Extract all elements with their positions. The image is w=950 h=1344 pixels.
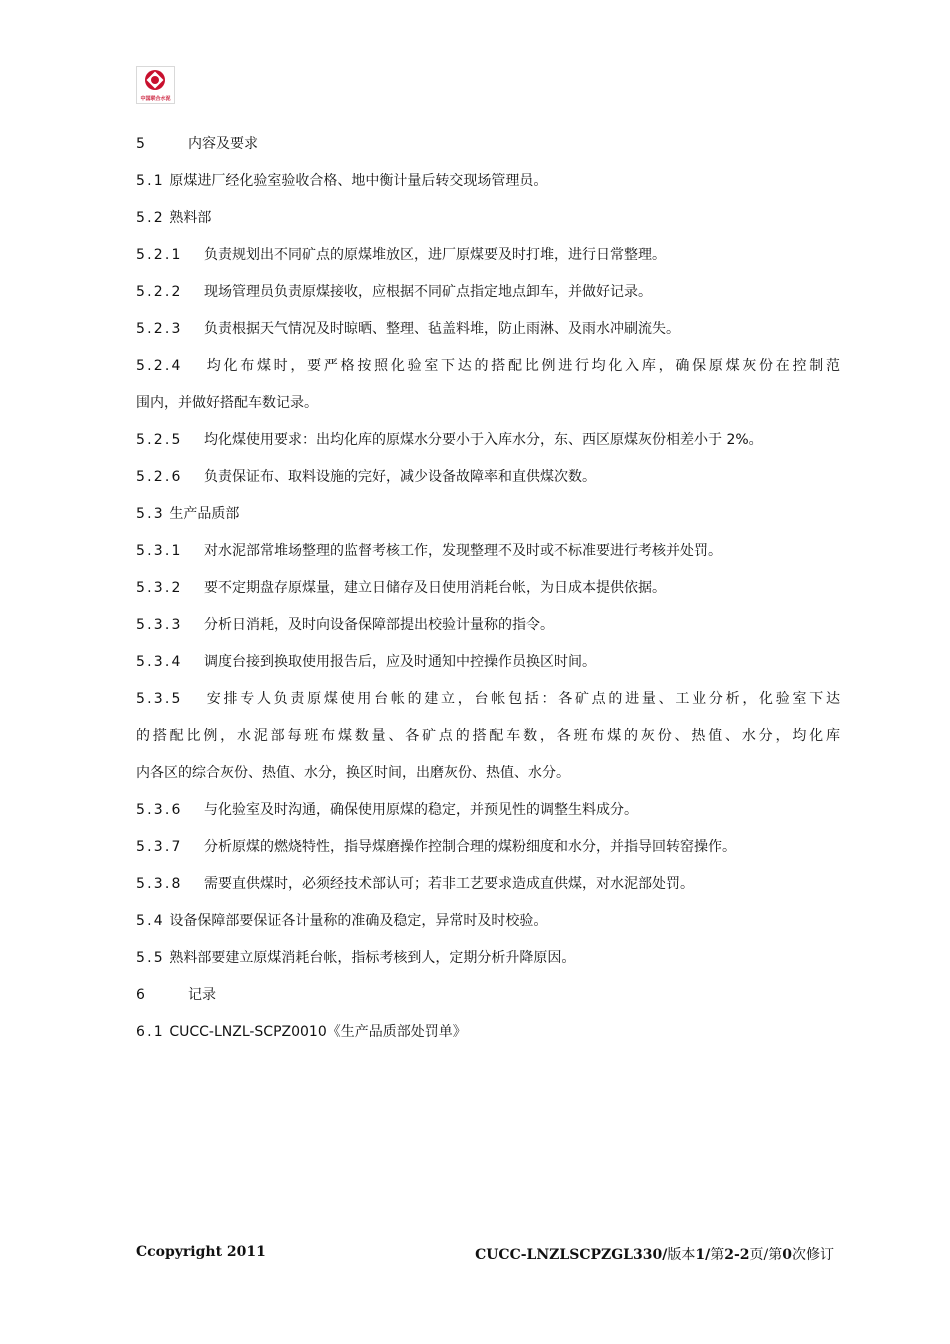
clause-text: 需要直供煤时，必须经技术部认可；若非工艺要求造成直供煤，对水泥部处罚。 [204, 876, 694, 892]
company-logo [136, 66, 175, 104]
section-number: 6 [136, 987, 145, 1003]
doc-code: CUCC-LNZLSCPZGL330/ [475, 1247, 668, 1263]
section-title: 内容及要求 [188, 136, 258, 152]
clause [136, 829, 840, 866]
clause-number: 5.3.8 [136, 876, 183, 892]
clause-number: 5.2.6 [136, 469, 183, 485]
clause-text-continued: 内各区的综合灰份、热值、水分，换区时间，出磨灰份、热值、水分。 [136, 765, 570, 781]
clause-text: 原煤进厂经化验室验收合格、地中衡计量后转交现场管理员。 [169, 173, 548, 189]
clause-number: 5.1 [136, 173, 165, 189]
clause-text: 对水泥部常堆场整理的监督考核工作，发现整理不及时或不标准要进行考核并处罚。 [204, 543, 722, 559]
clause-text: CUCC-LNZL-SCPZ0010《生产品质部处罚单》 [169, 1024, 467, 1040]
clause-number: 5.3.1 [136, 543, 183, 559]
clause-text: 熟料部要建立原煤消耗台帐，指标考核到人，定期分析升降原因。 [169, 950, 576, 966]
clause-text: 调度台接到换取使用报告后，应及时通知中控操作员换区时间。 [204, 654, 596, 670]
clause [136, 533, 840, 570]
logo-mark-icon [141, 68, 169, 92]
section-number: 5 [136, 136, 145, 152]
clause-text-continued: 的搭配比例，水泥部每班布煤数量、各矿点的搭配车数，各班布煤的灰份、热值、水分，均化库 [136, 728, 840, 744]
clause-number: 5.3.3 [136, 617, 183, 633]
clause-number: 5.3.7 [136, 839, 183, 855]
clause-number: 5.4 [136, 913, 165, 929]
clause-number: 5.2.5 [136, 432, 183, 448]
clause [136, 644, 840, 681]
clause-text: 生产品质部 [169, 506, 240, 522]
doc-reference [475, 1244, 834, 1264]
logo-text: 中国联合水泥 [140, 96, 171, 102]
clause-number: 5.5 [136, 950, 165, 966]
clause-number: 5.2.4 [136, 358, 183, 374]
clause-number: 5.2 [136, 210, 165, 226]
clause-text: 均化布煤时，要严格按照化验室下达的搭配比例进行均化入库，确保原煤灰份在控制范 [204, 358, 840, 374]
clause [136, 237, 840, 274]
clause-number: 5.2.2 [136, 284, 183, 300]
clause [136, 348, 840, 422]
clause [136, 459, 840, 496]
section-heading [136, 977, 840, 1014]
clause-text: 与化验室及时沟通，确保使用原煤的稳定，并预见性的调整生料成分。 [204, 802, 638, 818]
clause-text-continued: 围内，并做好搭配车数记录。 [136, 395, 318, 411]
clause [136, 274, 840, 311]
revision-suffix: 次修订 [792, 1247, 834, 1263]
clause-text: 负责规划出不同矿点的原煤堆放区，进厂原煤要及时打堆，进行日常整理。 [204, 247, 666, 263]
clause [136, 792, 840, 829]
version-number: 1/ [695, 1247, 711, 1263]
clause-number: 5.3.2 [136, 580, 183, 596]
clause-text: 安排专人负责原煤使用台帐的建立，台帐包括：各矿点的进量、工业分析，化验室下达 [204, 691, 840, 707]
clause-text: 均化煤使用要求：出均化库的原煤水分要小于入库水分，东、西区原煤灰份相差小于 2%。 [204, 432, 763, 448]
clause [136, 903, 840, 940]
clause [136, 200, 840, 237]
clause-number: 5.3.6 [136, 802, 183, 818]
copyright-text: Ccopyright 2011 [136, 1244, 266, 1260]
page-number: 2-2 [724, 1247, 750, 1263]
clause [136, 311, 840, 348]
clause-text: 现场管理员负责原煤接收，应根据不同矿点指定地点卸车，并做好记录。 [204, 284, 652, 300]
clause-text: 熟料部 [169, 210, 212, 226]
clause [136, 496, 840, 533]
clause-text: 负责根据天气情况及时晾晒、整理、毡盖料堆，防止雨淋、及雨水冲刷流失。 [204, 321, 680, 337]
clause [136, 866, 840, 903]
clause [136, 422, 840, 459]
section-heading [136, 126, 840, 163]
clause-number: 5.2.1 [136, 247, 183, 263]
page-suffix: 页/第 [749, 1247, 783, 1263]
section-title: 记录 [188, 987, 216, 1003]
clause-number: 5.3.5 [136, 691, 183, 707]
clause-number: 6.1 [136, 1024, 165, 1040]
revision-number: 0 [782, 1247, 792, 1263]
clause [136, 607, 840, 644]
clause [136, 940, 840, 977]
clause-text: 分析日消耗，及时向设备保障部提出校验计量称的指令。 [204, 617, 554, 633]
clause-text: 负责保证布、取料设施的完好，减少设备故障率和直供煤次数。 [204, 469, 596, 485]
page-prefix: 第 [710, 1247, 725, 1263]
clause-number: 5.3.4 [136, 654, 183, 670]
clause [136, 1014, 840, 1051]
clause [136, 163, 840, 200]
clause [136, 570, 840, 607]
version-label: 版本 [667, 1247, 696, 1263]
clause-text: 分析原煤的燃烧特性，指导煤磨操作控制合理的煤粉细度和水分，并指导回转窑操作。 [204, 839, 736, 855]
clause [136, 681, 840, 792]
document-body [136, 126, 840, 1051]
clause-text: 要不定期盘存原煤量，建立日储存及日使用消耗台帐，为日成本提供依据。 [204, 580, 666, 596]
clause-number: 5.2.3 [136, 321, 183, 337]
clause-text: 设备保障部要保证各计量称的准确及稳定，异常时及时校验。 [169, 913, 548, 929]
clause-number: 5.3 [136, 506, 165, 522]
